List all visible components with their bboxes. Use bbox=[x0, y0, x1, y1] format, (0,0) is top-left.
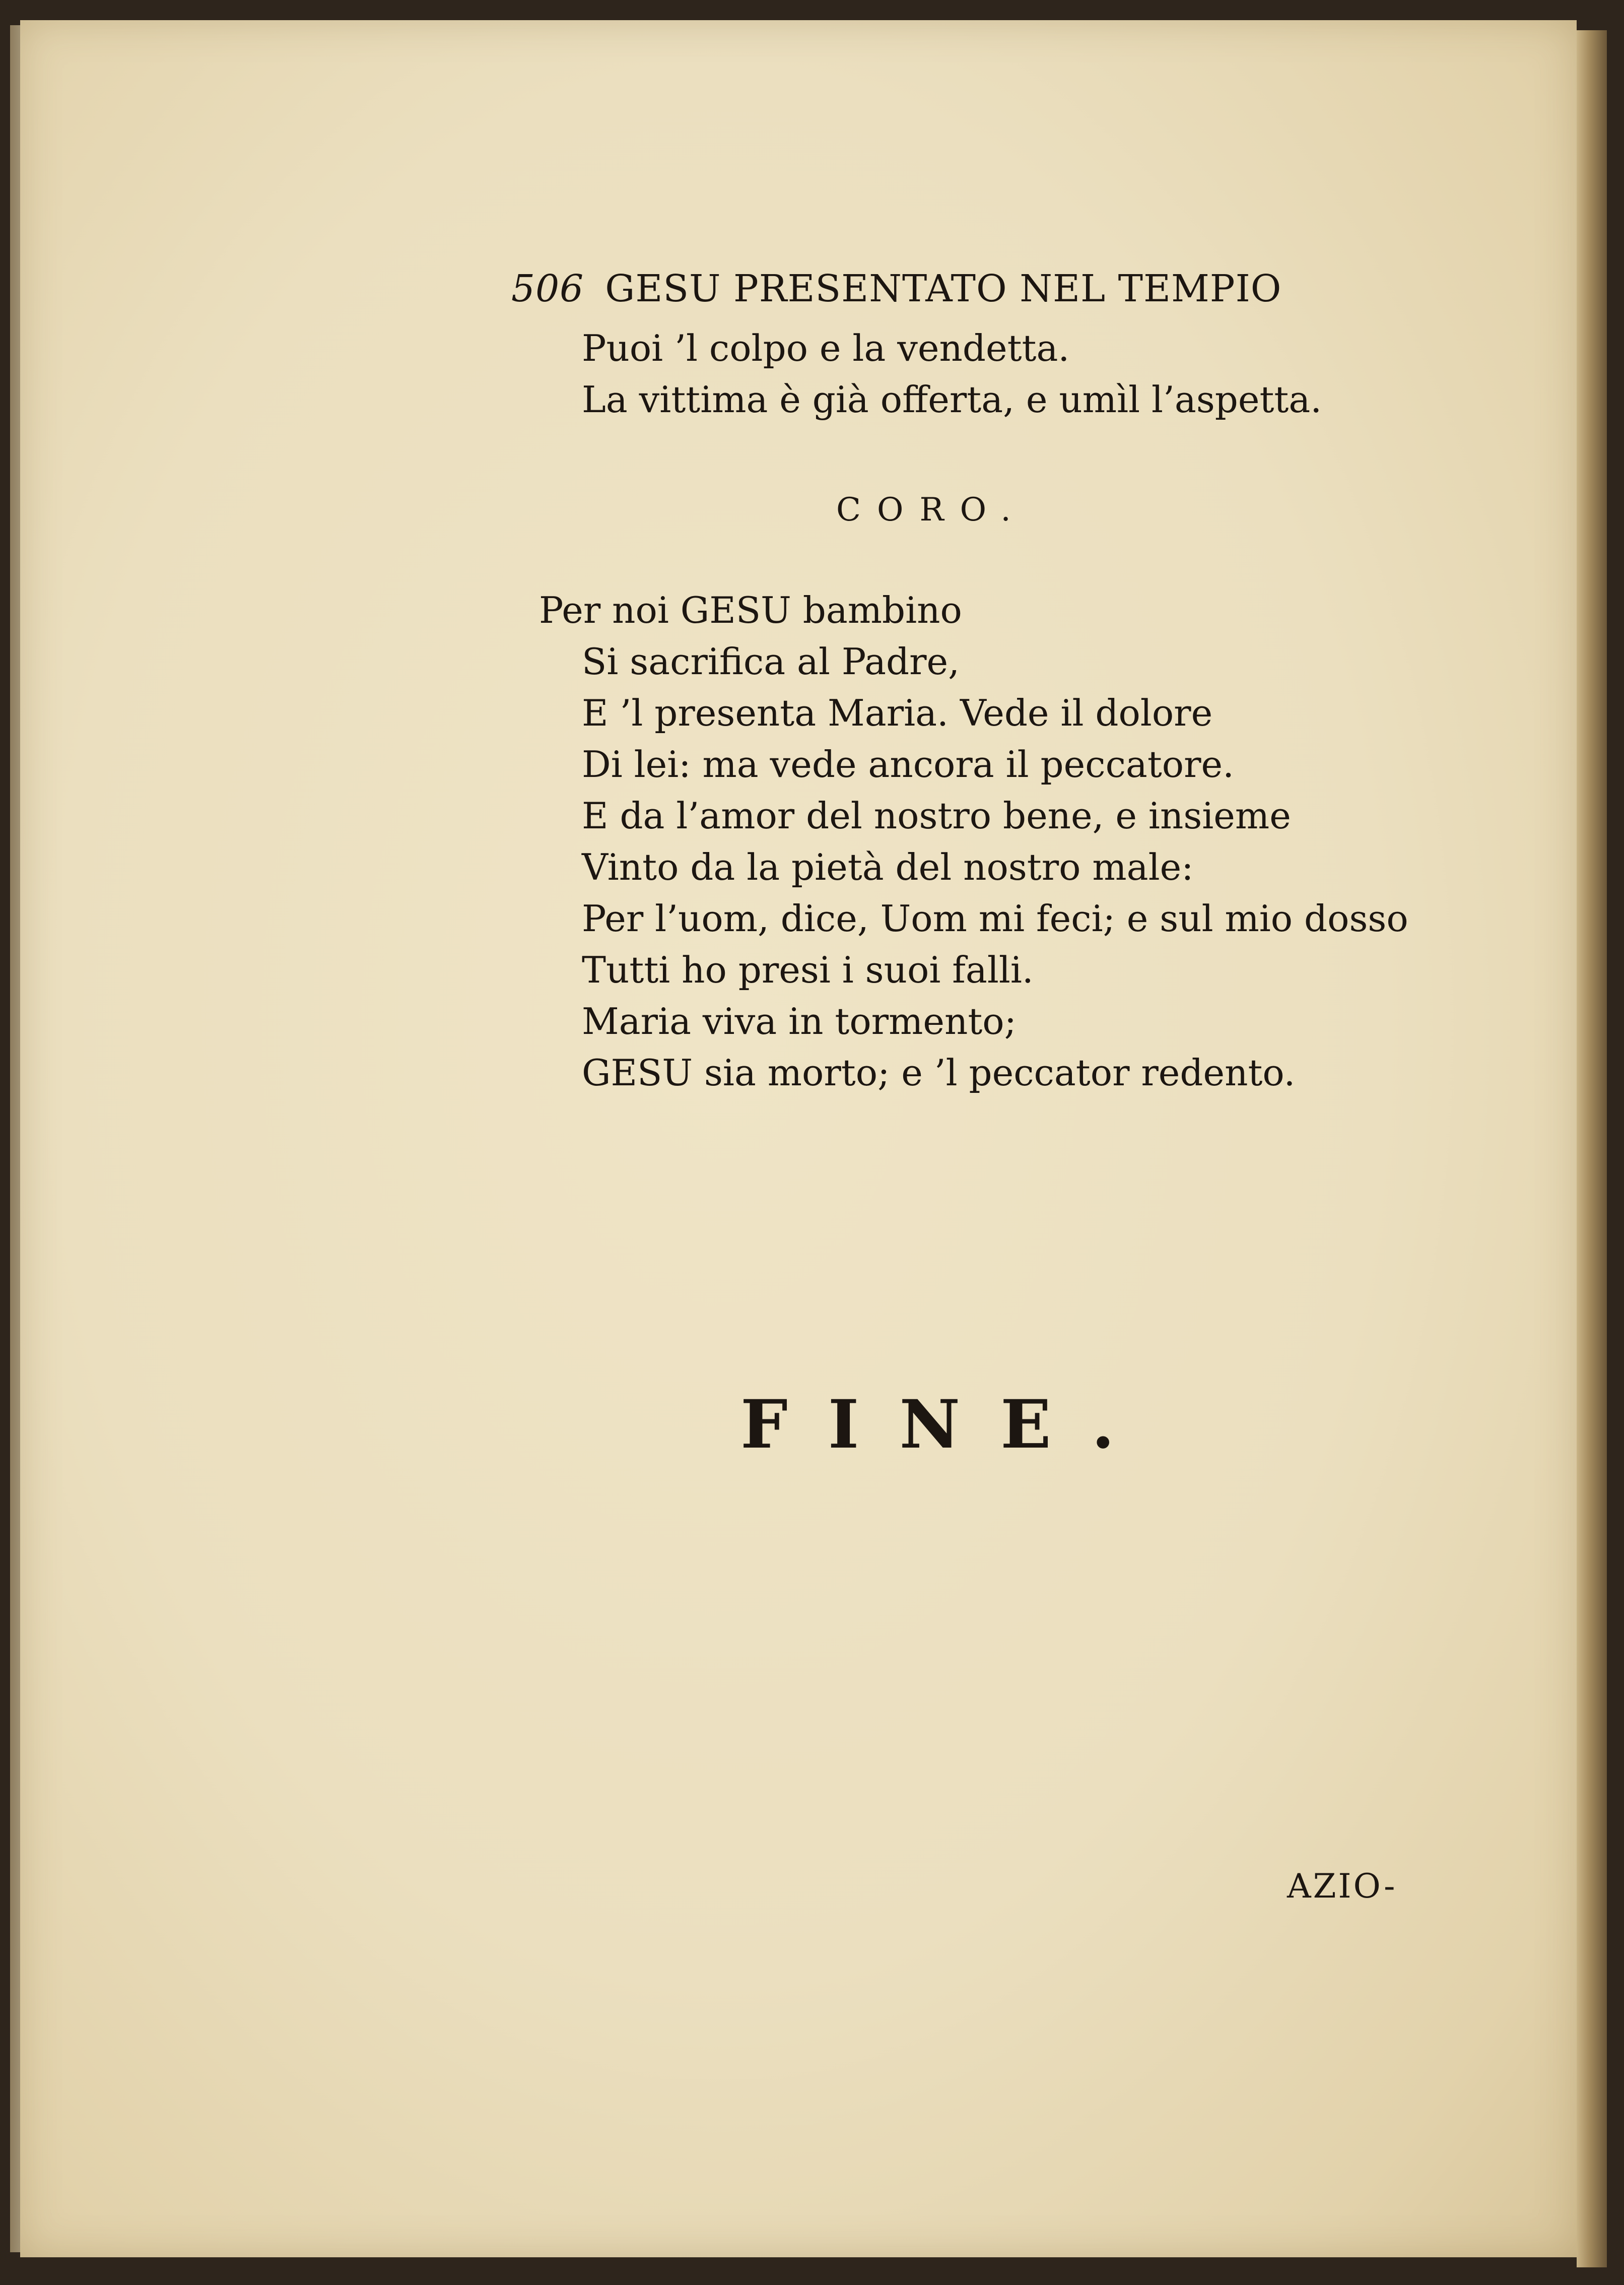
verse-line: E ’l presenta Maria. Vede il dolore bbox=[582, 692, 1213, 734]
verse-line: Vinto da la pietà del nostro male: bbox=[582, 846, 1194, 888]
running-head bbox=[511, 267, 1281, 310]
chorus-verse bbox=[539, 584, 1408, 1098]
verse-line: Maria viva in tormento; bbox=[582, 1000, 1017, 1042]
gutter-edge bbox=[1577, 30, 1607, 2267]
book-page bbox=[20, 20, 1577, 2257]
verse-line: GESU sia morto; e ’l peccator redento. bbox=[582, 1052, 1296, 1094]
fine-heading: FINE. bbox=[740, 1386, 1155, 1464]
verse-line: Per l’uom, dice, Uom mi feci; e sul mio dosso bbox=[582, 897, 1408, 940]
verse-line: E da l’amor del nostro bene, e insieme bbox=[582, 795, 1291, 837]
chorus-heading: CORO. bbox=[836, 491, 1027, 529]
verse-line: Puoi ’l colpo e la vendetta. bbox=[582, 327, 1070, 369]
opening-verse bbox=[582, 322, 1322, 425]
running-title: GESU PRESENTATO NEL TEMPIO bbox=[605, 267, 1282, 310]
verse-line: Per noi GESU bambino bbox=[539, 589, 962, 631]
page-number: 506 bbox=[511, 267, 584, 310]
verse-line: Tutti ho presi i suoi falli. bbox=[582, 949, 1034, 991]
verse-line: Si sacrifica al Padre, bbox=[582, 640, 960, 683]
catchword: AZIO- bbox=[1287, 1867, 1397, 1906]
verse-line: Di lei: ma vede ancora il peccatore. bbox=[582, 743, 1235, 786]
verse-line: La vittima è già offerta, e umìl l’aspetta. bbox=[582, 378, 1322, 421]
